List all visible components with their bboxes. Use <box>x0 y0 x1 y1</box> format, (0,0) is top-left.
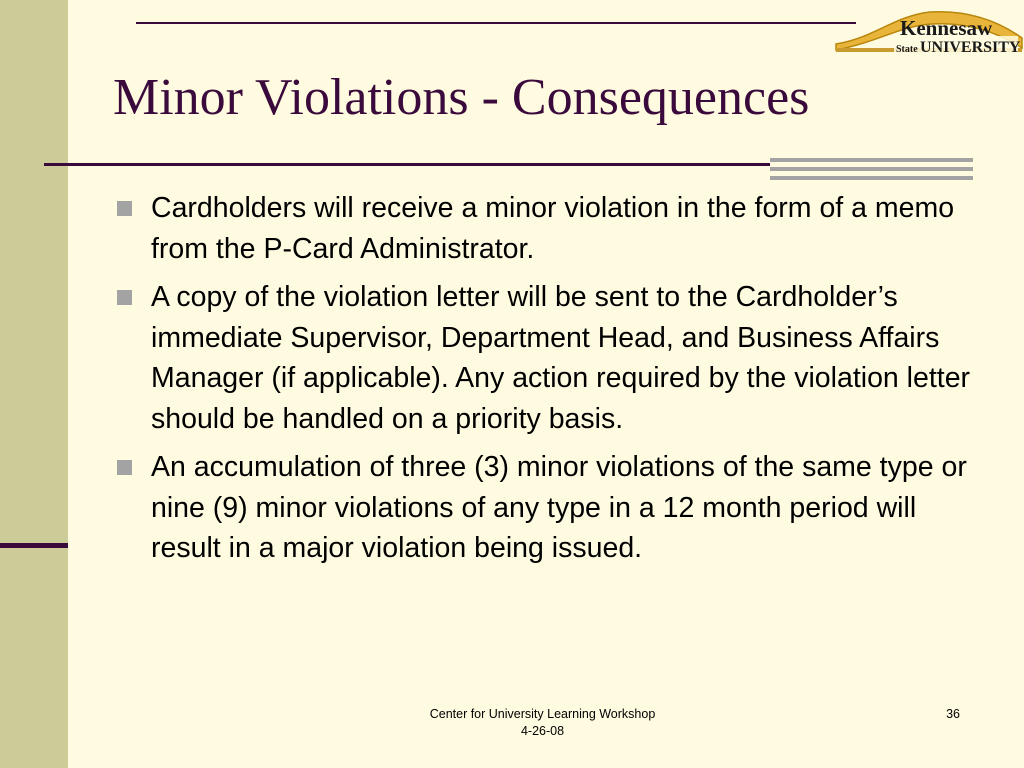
footer-text <box>330 706 755 740</box>
bullet-item <box>115 277 975 439</box>
bullet-item <box>115 447 975 569</box>
logo-university: UNIVERSITY <box>920 39 1021 56</box>
slide-title: Minor Violations - Consequences <box>113 69 810 126</box>
square-bullet-icon <box>117 201 132 216</box>
bullet-text: An accumulation of three (3) minor violations of the same type or nine (9) minor violations of any type in a 12 month period will result in a major violation being issued. <box>151 451 967 564</box>
square-bullet-icon <box>117 460 132 475</box>
university-logo <box>834 8 1024 66</box>
title-underline <box>44 163 770 166</box>
logo-kennesaw: Kennesaw <box>900 16 993 40</box>
left-sidebar-band <box>0 0 68 768</box>
decorative-gray-bar-bottom <box>770 176 973 180</box>
decorative-gray-bar-middle <box>770 167 973 171</box>
logo-state: State <box>896 44 918 55</box>
bullet-text: Cardholders will receive a minor violation in the form of a memo from the P-Card Administrator. <box>151 192 955 265</box>
page-number: 36 <box>946 707 960 721</box>
left-accent-bar <box>0 543 68 548</box>
bullet-item <box>115 188 975 269</box>
footer-line-2: 4-26-08 <box>520 724 565 738</box>
bullet-text: A copy of the violation letter will be sent to the Cardholder’s immediate Supervisor, Department Head, and Business Affairs Manager (if applicable). Any action required by the violation letter should be handled on a priority basis. <box>151 281 971 435</box>
square-bullet-icon <box>117 290 132 305</box>
footer-line-1: Center for University Learning Workshop <box>429 707 656 721</box>
decorative-gray-bar-top <box>770 158 973 162</box>
bullet-list <box>115 188 975 577</box>
top-rule <box>136 22 856 24</box>
